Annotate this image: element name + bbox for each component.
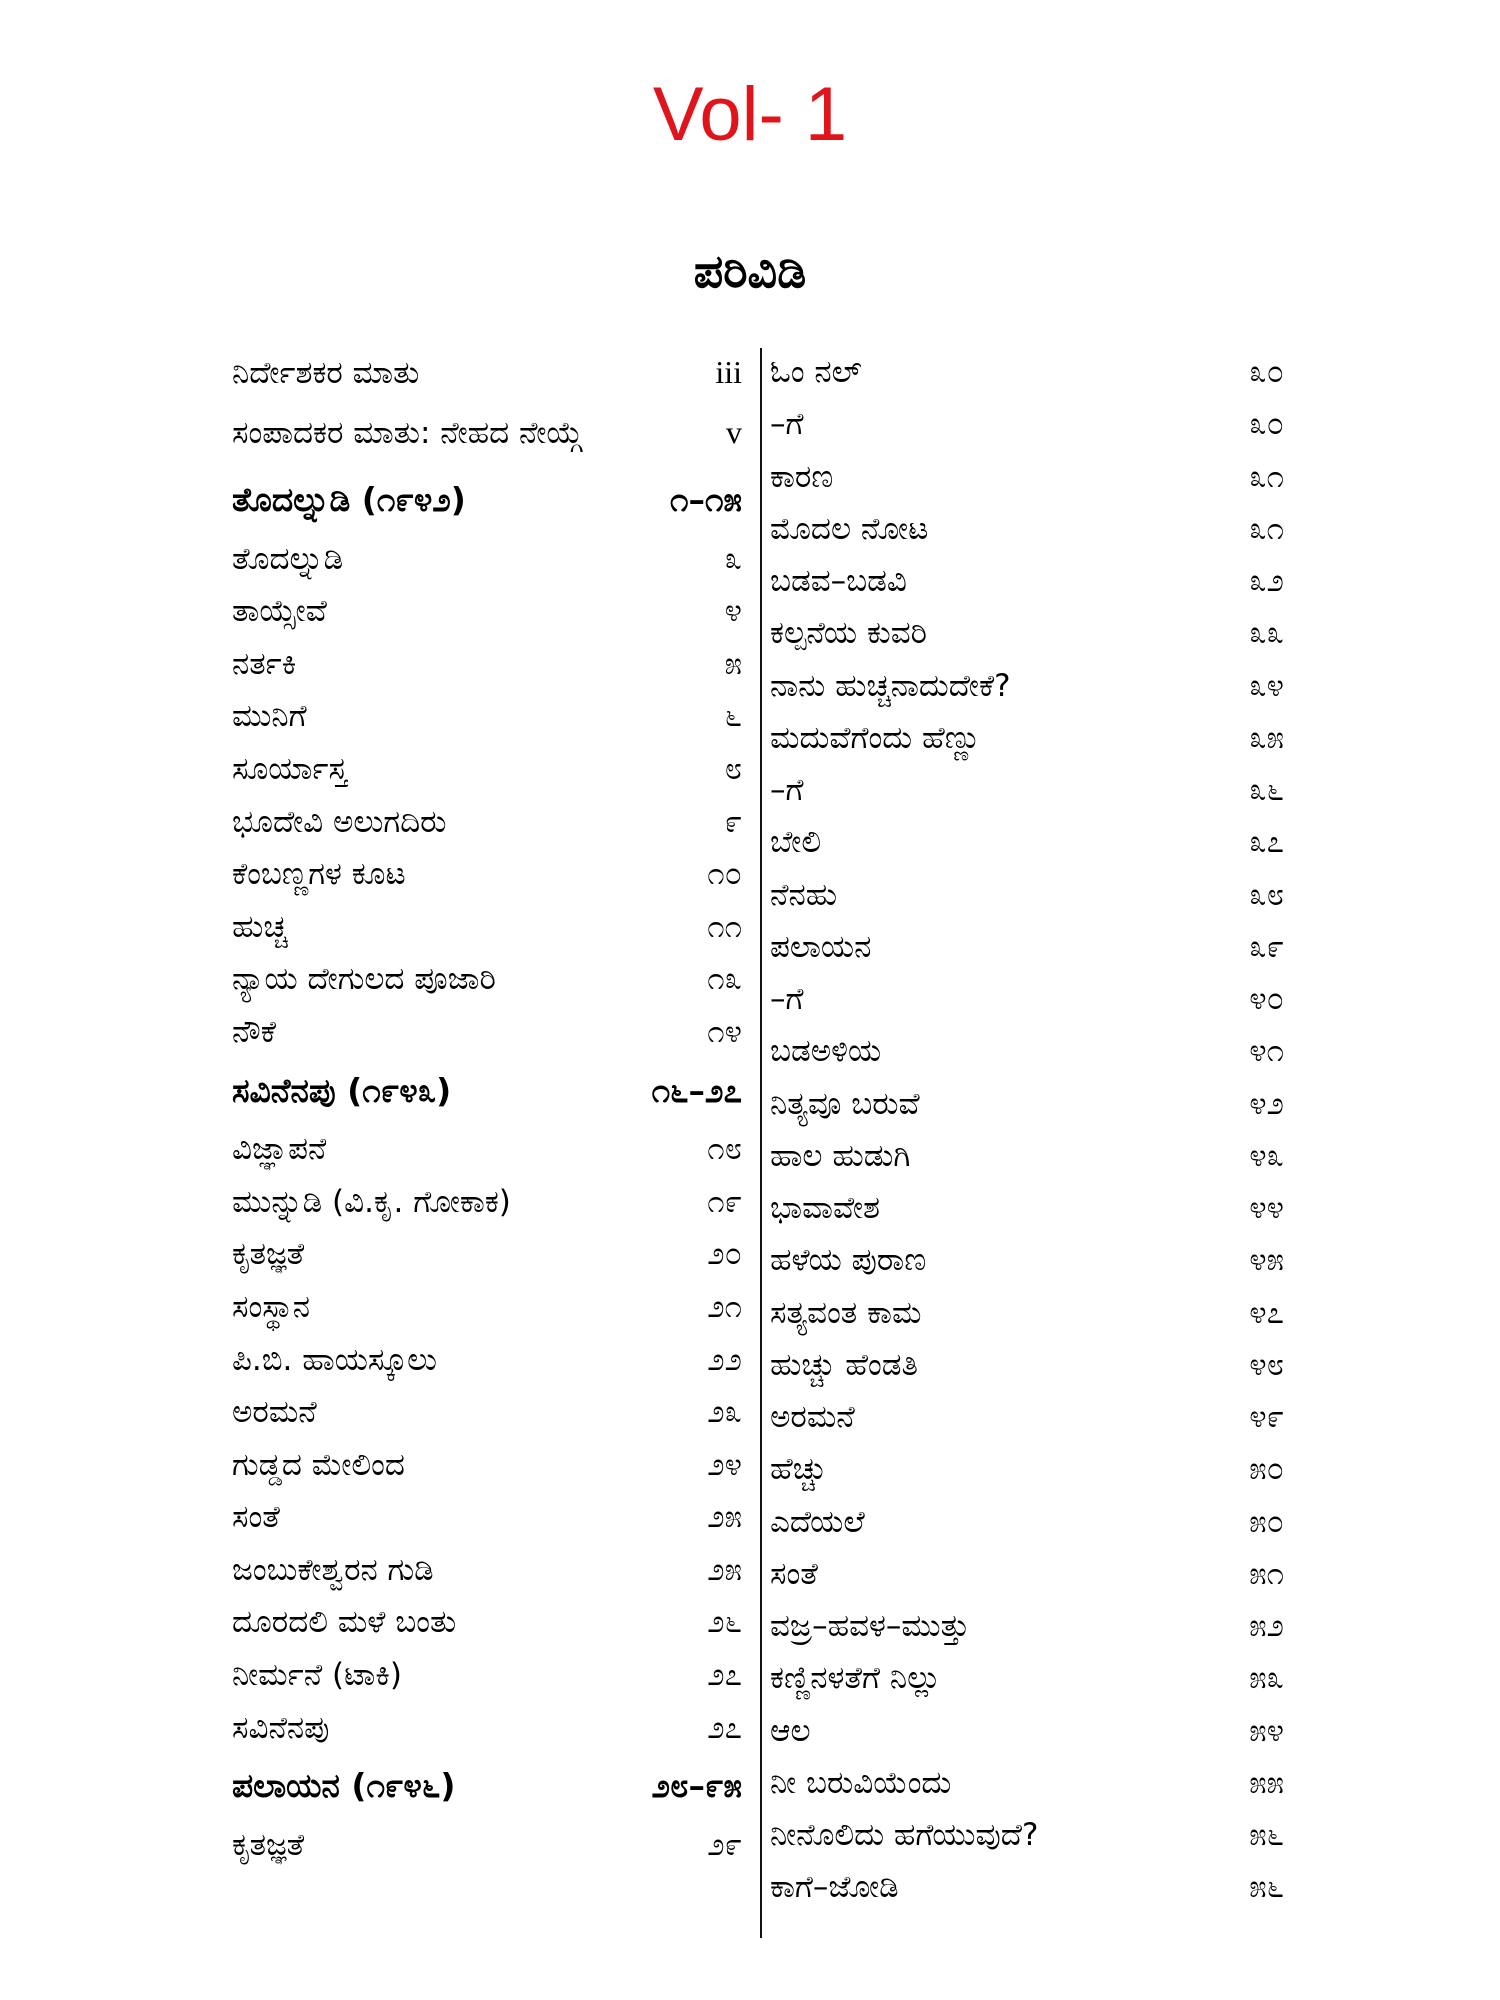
toc-entry-title: ತೊದಲ್ನುಡಿ: [232, 540, 344, 577]
toc-entry-page: ೬: [724, 698, 742, 735]
toc-entry-title: ಬೇಲಿ: [770, 824, 822, 861]
toc-entry: [232, 1491, 742, 1544]
toc-entry-title: ನೌಕೆ: [232, 1013, 276, 1050]
toc-entry-page: ೩೦: [1249, 354, 1284, 390]
toc-entry-title: ಸವಿನೆನಪು (೧೯೪೩): [232, 1070, 452, 1110]
toc-entry-page: ೪೭: [1249, 1294, 1284, 1331]
toc-entry-page: ೩೫: [1249, 719, 1284, 756]
toc-entry: [770, 1130, 1290, 1182]
toc-entry-title: ಸೂರ್ಯಾಸ್ತ: [232, 750, 348, 787]
toc-entry-page: ೫೧: [1249, 1555, 1284, 1592]
toc-entry-title: ಹೆಚ್ಚು: [770, 1451, 827, 1488]
toc-entry: [232, 1544, 742, 1597]
toc-entry-title: –ಗೆ: [770, 406, 804, 443]
toc-entry-title: –ಗೆ: [770, 981, 804, 1017]
toc-entry-page: ೩೯: [1249, 928, 1284, 965]
toc-entry-page: ೫೦: [1249, 1503, 1284, 1540]
toc-entry: [232, 901, 742, 954]
toc-entry-title: ನೆನಹು: [770, 876, 838, 913]
toc-entry-title: ಹುಚ್ಚ: [232, 908, 288, 945]
toc-entry-page: ೩: [724, 540, 742, 577]
toc-entry-page: ೩೨: [1249, 563, 1284, 599]
toc-entry-page: ೩೦: [1249, 406, 1284, 443]
toc-entry: [232, 1123, 742, 1176]
toc-entry: [770, 1600, 1290, 1652]
toc-entry: [770, 503, 1290, 555]
toc-entry-title: ಕಲ್ಪನೆಯ ಕುವರಿ: [770, 615, 928, 652]
toc-entry-page: ೨೩: [707, 1394, 742, 1431]
toc-entry-title: ಕೃತಜ್ಞತೆ: [232, 1826, 305, 1863]
toc-entry: [770, 816, 1290, 868]
toc-entry-title: ವಜ್ರ–ಹವಳ–ಮುತ್ತು: [770, 1608, 970, 1644]
toc-entry-title: ನೀ ಬರುವಿಯೆಂದು: [770, 1764, 952, 1801]
toc-entry: [770, 1391, 1290, 1443]
toc-entry-page: ೧೬–೨೭: [651, 1070, 742, 1110]
column-divider: [760, 348, 762, 1938]
toc-entry-title: ಅರಮನೆ: [232, 1394, 317, 1431]
toc-entry-page: ೨೭: [707, 1709, 742, 1746]
toc-entry-title: ನ್ಯಾಯ ದೇಗುಲದ ಪೂಜಾರಿ: [232, 961, 496, 998]
toc-entry-page: ೪೩: [1249, 1137, 1284, 1174]
toc-entry: [232, 1281, 742, 1334]
toc-entry-page: ೨೧: [707, 1288, 742, 1325]
toc-entry-page: ೫೩: [1249, 1660, 1284, 1697]
toc-entry-page: ೨೪: [707, 1446, 742, 1483]
toc-section-heading: [232, 1065, 742, 1118]
toc-entry: [770, 1757, 1290, 1809]
toc-entry-title: ಸಂತೆ: [770, 1555, 818, 1592]
toc-entry-page: ೫೦: [1249, 1451, 1284, 1488]
toc-entry-page: ೪೯: [1249, 1399, 1284, 1435]
toc-entry-title: ಕಾಗೆ–ಜೋಡಿ: [770, 1869, 899, 1906]
toc-entry-page: ೧೯: [707, 1183, 742, 1220]
toc-entry-page: iii: [715, 354, 742, 390]
toc-entry-page: ೨೬: [707, 1604, 742, 1641]
toc-entry-title: ಪಲಾಯನ (೧೯೪೬): [232, 1766, 456, 1806]
toc-entry-page: ೫೨: [1249, 1608, 1284, 1644]
toc-entry: [232, 1702, 742, 1755]
toc-entry-page: ೨೮–೯೫: [651, 1766, 742, 1806]
toc-entry: [232, 346, 742, 406]
toc-entry-page: ೫೬: [1249, 1869, 1284, 1906]
toc-entry: [770, 764, 1290, 816]
toc-entry-title: ಮುನ್ನುಡಿ (ವಿ.ಕೃ. ಗೋಕಾಕ): [232, 1183, 511, 1220]
toc-entry: [770, 607, 1290, 659]
toc-entry: [770, 1182, 1290, 1234]
toc-entry-title: ನಿರ್ದೇಶಕರ ಮಾತು: [232, 355, 420, 391]
toc-entry-title: ಬಡಅಳಿಯ: [770, 1033, 882, 1070]
toc-entry-page: ೨೫: [707, 1499, 742, 1536]
toc-entry-page: ೩೬: [1249, 772, 1284, 808]
toc-entry-page: ೫೫: [1249, 1764, 1284, 1801]
toc-entry: [232, 1228, 742, 1281]
volume-label: Vol- 1: [652, 72, 848, 157]
toc-entry-title: ಹಳೆಯ ಪುರಾಣ: [770, 1242, 927, 1279]
toc-entry-page: ೧೧: [707, 908, 742, 945]
toc-entry-page: ೧೮: [707, 1131, 742, 1168]
toc-entry: [770, 869, 1290, 921]
toc-entry-title: ನಿತ್ಯವೂ ಬರುವೆ: [770, 1085, 920, 1122]
toc-entry-title: ಕಾರಣ: [770, 458, 834, 495]
toc-entry-page: ೫೪: [1249, 1712, 1284, 1749]
toc-entry: [770, 1496, 1290, 1548]
toc-entry-title: ಓಂ ನಲ್: [770, 354, 862, 390]
toc-entry-title: ಸಂತೆ: [232, 1499, 280, 1536]
toc-section-heading: [232, 474, 742, 527]
toc-entry-title: ಸವಿನೆನಪು: [232, 1709, 330, 1746]
toc-right-column: [770, 346, 1290, 1914]
toc-entry: [232, 638, 742, 691]
toc-entry-title: ಮುನಿಗೆ: [232, 698, 307, 735]
toc-entry-title: ಸಂಸ್ಥಾನ: [232, 1288, 310, 1325]
toc-entry-title: –ಗೆ: [770, 772, 804, 808]
toc-entry-title: ಬಡವ–ಬಡವಿ: [770, 563, 907, 599]
toc-entry-title: ವಿಜ್ಞಾಪನೆ: [232, 1131, 327, 1168]
toc-entry: [232, 1006, 742, 1059]
toc-entry: [770, 1339, 1290, 1391]
toc-entry: [232, 585, 742, 638]
toc-entry: [770, 1078, 1290, 1130]
toc-entry-title: ಮದುವೆಗೆಂದು ಹೆಣ್ಣು: [770, 719, 981, 756]
toc-left-column: [232, 346, 742, 1871]
toc-entry-page: ೩೮: [1249, 876, 1284, 913]
toc-entry: [770, 346, 1290, 398]
toc-entry-page: ೯: [724, 803, 742, 840]
toc-entry-page: ೩೪: [1249, 667, 1284, 704]
toc-entry-title: ಗುಡ್ಡದ ಮೇಲಿಂದ: [232, 1446, 405, 1483]
toc-entry-title: ಸಂಪಾದಕರ ಮಾತು: ನೇಹದ ನೇಯ್ಗೆ: [232, 415, 583, 451]
toc-entry: [232, 1596, 742, 1649]
toc-entry-page: v: [726, 414, 742, 450]
toc-entry: [232, 406, 742, 468]
toc-entry-page: ೪೫: [1249, 1242, 1284, 1279]
toc-entry-title: ಅರಮನೆ: [770, 1399, 855, 1435]
toc-entry-title: ದೂರದಲಿ ಮಳೆ ಬಂತು: [232, 1604, 457, 1641]
toc-entry: [232, 1649, 742, 1702]
toc-entry: [770, 555, 1290, 607]
toc-entry: [232, 533, 742, 586]
toc-entry-title: ಕೆಂಬಣ್ಣಗಳ ಕೂಟ: [232, 856, 406, 893]
toc-entry-title: ಭೂದೇವಿ ಅಲುಗದಿರು: [232, 803, 447, 840]
toc-entry-title: ನೀರ್ಮನೆ (ಟಾಕಿ): [232, 1657, 402, 1694]
toc-entry-title: ಕಣ್ಣಿನಳತೆಗೆ ನಿಲ್ಲು: [770, 1660, 941, 1697]
toc-entry-title: ನೀನೊಲಿದು ಹಗೆಯುವುದೆ?: [770, 1817, 1039, 1853]
toc-entry: [770, 973, 1290, 1025]
toc-entry-page: ೨೦: [707, 1236, 742, 1273]
toc-entry: [232, 796, 742, 849]
toc-entry-title: ಆಲ: [770, 1712, 811, 1749]
toc-entry: [770, 712, 1290, 764]
toc-entry-page: ೧೩: [707, 961, 742, 998]
toc-section-heading: [232, 1760, 742, 1813]
toc-entry: [232, 690, 742, 743]
toc-entry: [770, 398, 1290, 450]
toc-entry: [232, 1439, 742, 1492]
toc-entry-title: ಜಂಬುಕೇಶ್ವರನ ಗುಡಿ: [232, 1551, 434, 1588]
toc-entry-page: ೧೪: [707, 1013, 742, 1050]
toc-entry: [770, 1705, 1290, 1757]
toc-entry: [770, 921, 1290, 973]
toc-entry-page: ೩೭: [1249, 824, 1284, 861]
toc-entry: [770, 1287, 1290, 1339]
toc-entry: [770, 1861, 1290, 1913]
toc-entry-title: ನಾನು ಹುಚ್ಚನಾದುದೇಕೆ?: [770, 667, 1011, 704]
toc-entry-title: ಹುಚ್ಚು ಹೆಂಡತಿ: [770, 1346, 918, 1383]
toc-entry: [232, 1819, 742, 1872]
toc-entry-title: ಸತ್ಯವಂತ ಕಾಮ: [770, 1294, 922, 1331]
toc-entry-title: ಎದೆಯಲೆ: [770, 1503, 865, 1540]
toc-entry-title: ತೊದಲ್ನುಡಿ (೧೯೪೨): [232, 480, 466, 519]
toc-entry-page: ೪೦: [1249, 981, 1284, 1017]
toc-entry-page: ೪೮: [1249, 1346, 1284, 1383]
toc-entry-page: ೮: [724, 750, 742, 787]
toc-entry-title: ಭಾವಾವೇಶ: [770, 1190, 881, 1226]
toc-entry-page: ೪೪: [1249, 1190, 1284, 1226]
toc-entry: [232, 1386, 742, 1439]
toc-entry-page: ೨೨: [707, 1341, 742, 1378]
toc-entry-page: ೪೨: [1249, 1085, 1284, 1122]
toc-entry-page: ೧–೧೫: [670, 480, 742, 519]
toc-entry: [770, 660, 1290, 712]
toc-entry: [770, 1443, 1290, 1495]
toc-entry: [232, 1176, 742, 1229]
toc-entry: [232, 848, 742, 901]
toc-entry: [232, 953, 742, 1006]
toc-entry-page: ೫: [724, 645, 742, 682]
toc-entry-page: ೨೫: [707, 1551, 742, 1588]
toc-entry-title: ಪಿ.ಬಿ. ಹಾಯಸ್ಕೂಲು: [232, 1341, 438, 1378]
toc-entry-page: ೨೯: [707, 1826, 742, 1863]
toc-entry-page: ೫೬: [1249, 1817, 1284, 1853]
toc-entry-title: ತಾಯ್ಸೇವೆ: [232, 593, 327, 630]
toc-entry-title: ಕೃತಜ್ಞತೆ: [232, 1236, 305, 1273]
toc-entry-title: ಪಲಾಯನ: [770, 928, 872, 965]
toc-entry: [770, 1234, 1290, 1286]
toc-entry: [770, 1548, 1290, 1600]
toc-entry: [770, 1809, 1290, 1861]
toc-entry: [232, 1334, 742, 1387]
toc-entry: [770, 1025, 1290, 1077]
page-title: ಪರಿವಿಡಿ: [693, 244, 807, 298]
toc-entry: [770, 451, 1290, 503]
toc-entry-page: ೩೧: [1249, 510, 1284, 547]
toc-entry-title: ಮೊದಲ ನೋಟ: [770, 510, 929, 547]
toc-entry-title: ನರ್ತಕಿ: [232, 645, 297, 682]
toc-entry-page: ೨೭: [707, 1657, 742, 1694]
toc-entry-page: ೩೩: [1249, 615, 1284, 652]
toc-entry-title: ಹಾಲ ಹುಡುಗಿ: [770, 1137, 911, 1174]
toc-entry-page: ೪: [724, 593, 742, 630]
toc-entry: [770, 1652, 1290, 1704]
toc-entry: [232, 743, 742, 796]
toc-entry-page: ೪೧: [1249, 1033, 1284, 1070]
toc-entry-page: ೧೦: [707, 856, 742, 893]
toc-entry-page: ೩೧: [1249, 458, 1284, 495]
